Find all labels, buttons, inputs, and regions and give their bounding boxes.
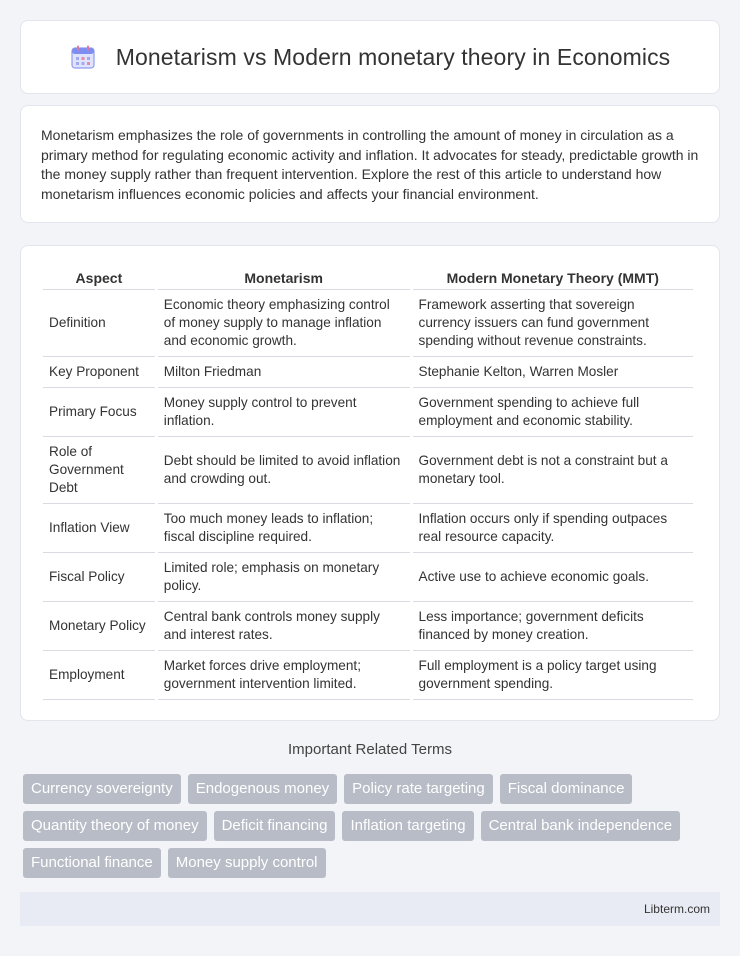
table-row bbox=[43, 504, 693, 553]
comparison-card bbox=[20, 245, 720, 721]
table-row bbox=[43, 357, 693, 388]
mmt-cell: Full employment is a policy target using government spending. bbox=[413, 651, 693, 700]
table-row bbox=[43, 388, 693, 437]
comparison-table bbox=[40, 266, 696, 700]
mmt-cell: Framework asserting that sovereign currency issuers can fund government spending without revenue constraints. bbox=[413, 290, 693, 357]
intro-card bbox=[20, 105, 720, 223]
mmt-cell: Less importance; government deficits financed by money creation. bbox=[413, 602, 693, 651]
monetarism-cell: Money supply control to prevent inflation. bbox=[158, 388, 410, 437]
related-term-tag[interactable]: Deficit financing bbox=[214, 811, 336, 841]
related-term-tag[interactable]: Currency sovereignty bbox=[23, 774, 181, 804]
monetarism-cell: Debt should be limited to avoid inflation and crowding out. bbox=[158, 437, 410, 504]
aspect-cell: Key Proponent bbox=[43, 357, 155, 388]
related-term-tag[interactable]: Functional finance bbox=[23, 848, 161, 878]
mmt-cell: Inflation occurs only if spending outpaces real resource capacity. bbox=[413, 504, 693, 553]
related-term-tag[interactable]: Fiscal dominance bbox=[500, 774, 633, 804]
monetarism-cell: Economic theory emphasizing control of money supply to manage inflation and economic growth. bbox=[158, 290, 410, 357]
aspect-cell: Inflation View bbox=[43, 504, 155, 553]
related-term-tag[interactable]: Money supply control bbox=[168, 848, 326, 878]
mmt-cell: Government debt is not a constraint but a monetary tool. bbox=[413, 437, 693, 504]
related-term-tag[interactable]: Inflation targeting bbox=[342, 811, 473, 841]
aspect-cell: Definition bbox=[43, 290, 155, 357]
calendar-icon bbox=[70, 44, 96, 70]
monetarism-cell: Central bank controls money supply and interest rates. bbox=[158, 602, 410, 651]
table-header-row bbox=[43, 266, 693, 290]
aspect-cell: Role of Government Debt bbox=[43, 437, 155, 504]
page-title: Monetarism vs Modern monetary theory in Economics bbox=[115, 43, 671, 70]
aspect-cell: Employment bbox=[43, 651, 155, 700]
footer bbox=[20, 892, 720, 926]
related-term-tag[interactable]: Central bank independence bbox=[481, 811, 680, 841]
column-header-monetarism: Monetarism bbox=[158, 266, 410, 290]
mmt-cell: Stephanie Kelton, Warren Mosler bbox=[413, 357, 693, 388]
aspect-cell: Primary Focus bbox=[43, 388, 155, 437]
table-row bbox=[43, 290, 693, 357]
aspect-cell: Monetary Policy bbox=[43, 602, 155, 651]
column-header-mmt: Modern Monetary Theory (MMT) bbox=[413, 266, 693, 290]
header-card bbox=[20, 20, 720, 94]
table-row bbox=[43, 602, 693, 651]
mmt-cell: Active use to achieve economic goals. bbox=[413, 553, 693, 602]
intro-paragraph: Monetarism emphasizes the role of governments in controlling the amount of money in circulation as a primary method for regulating economic activity and inflation. It advocates for steady, predictable growth in the money supply rather than frequent intervention. Explore the rest of this article to understand how monetarism influences economic policies and affects your financial environment. bbox=[41, 127, 699, 202]
header bbox=[70, 44, 671, 71]
related-term-tag[interactable]: Endogenous money bbox=[188, 774, 337, 804]
related-terms-list bbox=[23, 774, 723, 885]
table-row bbox=[43, 651, 693, 700]
aspect-cell: Fiscal Policy bbox=[43, 553, 155, 602]
mmt-cell: Government spending to achieve full employment and economic stability. bbox=[413, 388, 693, 437]
tag-row bbox=[23, 811, 723, 841]
column-header-aspect: Aspect bbox=[43, 266, 155, 290]
table-row bbox=[43, 553, 693, 602]
monetarism-cell: Milton Friedman bbox=[158, 357, 410, 388]
related-term-tag[interactable]: Policy rate targeting bbox=[344, 774, 493, 804]
monetarism-cell: Limited role; emphasis on monetary policy. bbox=[158, 553, 410, 602]
related-term-tag[interactable]: Quantity theory of money bbox=[23, 811, 207, 841]
table-row bbox=[43, 437, 693, 504]
monetarism-cell: Too much money leads to inflation; fiscal discipline required. bbox=[158, 504, 410, 553]
tag-row bbox=[23, 774, 723, 804]
footer-site-link[interactable]: Libterm.com bbox=[643, 902, 710, 916]
tag-row bbox=[23, 848, 723, 878]
monetarism-cell: Market forces drive employment; government intervention limited. bbox=[158, 651, 410, 700]
related-terms-heading: Important Related Terms bbox=[288, 741, 452, 758]
